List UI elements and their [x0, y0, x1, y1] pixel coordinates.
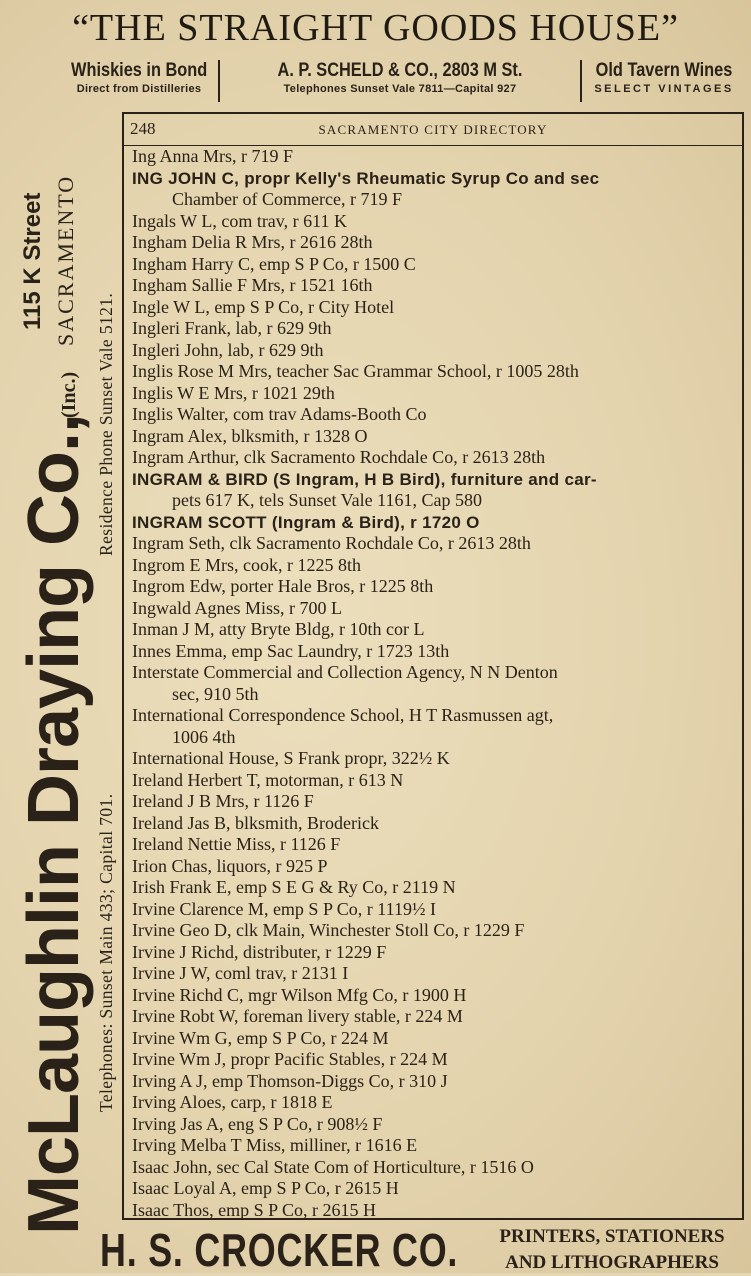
running-head: SACRAMENTO CITY DIRECTORY: [318, 122, 548, 137]
entry-continuation: 1006 4th: [172, 726, 236, 747]
entry-line: Ireland Herbert T, motorman, r 613 N: [132, 769, 404, 790]
directory-entry: [132, 985, 732, 1007]
entry-line: Irion Chas, liquors, r 925 P: [132, 855, 328, 876]
entry-line: International House, S Frank propr, 322½ K: [132, 748, 450, 768]
draying-telephones: Telephones: Sunset Main 433; Capital 701.: [96, 793, 116, 1112]
entry-line: Inglis Walter, com trav Adams-Booth Co: [132, 404, 427, 424]
directory-entry: [132, 361, 732, 383]
directory-entry: [132, 1135, 732, 1157]
directory-entry: [132, 1006, 732, 1028]
directory-entry: [132, 705, 732, 748]
directory-entry: [132, 1114, 732, 1136]
directory-entry: [132, 211, 732, 233]
whiskies-subline: Direct from Distilleries: [76, 83, 202, 95]
draying-city: SACRAMENTO: [53, 174, 78, 346]
entry-line: Ireland Nettie Miss, r 1126 F: [132, 834, 341, 854]
top-headline: “THE STRAIGHT GOODS HOUSE”: [72, 7, 679, 49]
entry-line: Ingham Harry C, emp S P Co, r 1500 C: [132, 253, 416, 274]
entry-line: Isaac John, sec Cal State Com of Horticulture, r 1516 O: [132, 1156, 534, 1177]
entry-line: Ireland J B Mrs, r 1126 F: [132, 791, 314, 811]
crocker-services-line1: PRINTERS, STATIONERS: [499, 1226, 725, 1247]
draying-street: 115 K Street: [19, 192, 46, 330]
directory-entry: [132, 834, 732, 856]
directory-entry: [132, 942, 732, 964]
entry-line: Ing Anna Mrs, r 719 F: [132, 146, 293, 166]
directory-entry: [132, 576, 732, 598]
directory-entry: [132, 856, 732, 878]
directory-frame: [122, 112, 744, 1220]
entry-line: Ingham Sallie F Mrs, r 1521 16th: [132, 275, 373, 295]
directory-entry: [132, 920, 732, 942]
top-center-ad: [220, 60, 582, 102]
entry-line: Irving Aloes, carp, r 1818 E: [132, 1092, 333, 1112]
entry-line: Inman J M, atty Bryte Bldg, r 10th cor L: [132, 619, 425, 639]
entry-line: Isaac Loyal A, emp S P Co, r 2615 H: [132, 1178, 399, 1198]
wines-heading: Old Tavern Wines: [595, 60, 733, 81]
entry-line: Irvine Richd C, mgr Wilson Mfg Co, r 1900 H: [132, 984, 467, 1005]
directory-entry: [132, 297, 732, 319]
entry-line: Innes Emma, emp Sac Laundry, r 1723 13th: [132, 640, 450, 661]
entry-continuation: sec, 910 5th: [172, 683, 259, 704]
entry-line: INGRAM & BIRD (S Ingram, H B Bird), furniture and car-: [132, 469, 597, 489]
directory-entry: [132, 254, 732, 276]
crocker-name: H. S. CROCKER CO.: [100, 1224, 459, 1276]
entry-line: Ingrom E Mrs, cook, r 1225 8th: [132, 554, 361, 575]
directory-entry: [132, 512, 732, 534]
entry-line: Irvine J W, coml trav, r 2131 I: [132, 963, 349, 983]
directory-entry: [132, 469, 732, 512]
entry-line: Inglis Rose M Mrs, teacher Sac Grammar School, r 1005 28th: [132, 361, 579, 381]
crocker-services-line2: AND LITHOGRAPHERS: [505, 1252, 719, 1273]
entry-line: Irvine Robt W, foreman livery stable, r 224 M: [132, 1006, 463, 1026]
directory-entry: [132, 619, 732, 641]
directory-entry: [132, 383, 732, 405]
entry-line: Ingram Arthur, clk Sacramento Rochdale Co, r 2613 28th: [132, 447, 546, 467]
draying-company-name: McLaughlin Draying Co.,: [14, 413, 94, 1235]
entry-line: Ingrom Edw, porter Hale Bros, r 1225 8th: [132, 576, 434, 596]
entry-line: Ingram Seth, clk Sacramento Rochdale Co, r 2613 28th: [132, 533, 531, 553]
entry-line: Irvine Clarence M, emp S P Co, r 1119½ I: [132, 898, 436, 919]
entry-line: Interstate Commercial and Collection Agency, N N Denton: [132, 662, 558, 682]
draying-residence-phone: Residence Phone Sunset Vale 5121.: [96, 292, 116, 556]
entry-line: Ingleri John, lab, r 629 9th: [132, 339, 324, 360]
scheld-heading: A. P. SCHELD & CO., 2803 M St.: [277, 60, 523, 81]
directory-entry: [132, 1178, 732, 1200]
directory-entry: [132, 555, 732, 577]
directory-entry: [132, 1157, 732, 1179]
entry-line: Irving A J, emp Thomson-Diggs Co, r 310 J: [132, 1070, 448, 1091]
entry-line: Ingwald Agnes Miss, r 700 L: [132, 597, 342, 618]
directory-entry: [132, 791, 732, 813]
entry-line: Irvine Wm J, propr Pacific Stables, r 224 M: [132, 1049, 448, 1069]
page-header: [124, 114, 742, 146]
entry-line: Irving Jas A, eng S P Co, r 908½ F: [132, 1113, 383, 1134]
entry-line: Ireland Jas B, blksmith, Broderick: [132, 812, 379, 833]
entry-line: Ingleri Frank, lab, r 629 9th: [132, 318, 332, 338]
top-left-ad: [60, 60, 220, 102]
directory-entry: [132, 770, 732, 792]
entry-line: Irvine Wm G, emp S P Co, r 224 M: [132, 1027, 389, 1048]
directory-entry: [132, 146, 732, 168]
directory-entry: [132, 1092, 732, 1114]
entry-continuation: Chamber of Commerce, r 719 F: [172, 189, 402, 209]
directory-entry: [132, 1071, 732, 1093]
entry-line: Inglis W E Mrs, r 1021 29th: [132, 382, 335, 403]
page-number: 248: [130, 119, 156, 138]
directory-entry: [132, 168, 732, 211]
entry-line: Irvine Geo D, clk Main, Winchester Stoll Co, r 1229 F: [132, 920, 525, 940]
entry-line: Ingram Alex, blksmith, r 1328 O: [132, 425, 368, 446]
directory-entry: [132, 318, 732, 340]
directory-entry: [132, 877, 732, 899]
directory-entry: [132, 813, 732, 835]
directory-entry: [132, 899, 732, 921]
directory-entry: [132, 1049, 732, 1071]
directory-entry: [132, 426, 732, 448]
directory-entry: [132, 340, 732, 362]
top-right-ad: [584, 60, 744, 102]
directory-entry: [132, 1200, 732, 1222]
directory-entry: [132, 404, 732, 426]
directory-entry: [132, 447, 732, 469]
directory-entry: [132, 598, 732, 620]
directory-entry: [132, 641, 732, 663]
entry-line: Irvine J Richd, distributer, r 1229 F: [132, 941, 387, 962]
directory-entry: [132, 963, 732, 985]
entry-line: Ingham Delia R Mrs, r 2616 28th: [132, 232, 373, 252]
entry-line: Isaac Thos, emp S P Co, r 2615 H: [132, 1199, 376, 1220]
directory-entry: [132, 275, 732, 297]
entry-line: Irish Frank E, emp S E G & Ry Co, r 2119 N: [132, 877, 456, 897]
directory-entry: [132, 662, 732, 705]
entry-line: Ingals W L, com trav, r 611 K: [132, 210, 347, 231]
entry-line: International Correspondence School, H T Rasmussen agt,: [132, 705, 554, 725]
directory-entry: [132, 232, 732, 254]
draying-inc: (Inc.): [58, 371, 80, 418]
entry-line: Irving Melba T Miss, milliner, r 1616 E: [132, 1135, 418, 1155]
directory-entry: [132, 748, 732, 770]
entry-continuation: pets 617 K, tels Sunset Vale 1161, Cap 580: [172, 490, 482, 510]
directory-entry: [132, 1028, 732, 1050]
scheld-telephones: Telephones Sunset Vale 7811—Capital 927: [283, 83, 517, 95]
entry-line: Ingle W L, emp S P Co, r City Hotel: [132, 296, 395, 317]
entry-line: INGRAM SCOTT (Ingram & Bird), r 1720 O: [132, 512, 480, 532]
directory-entry: [132, 533, 732, 555]
wines-subline: SELECT VINTAGES: [594, 83, 734, 95]
entry-line: ING JOHN C, propr Kelly's Rheumatic Syrup Co and sec: [132, 168, 600, 188]
crocker-services: [478, 1224, 746, 1276]
directory-entries: [132, 146, 732, 1221]
whiskies-heading: Whiskies in Bond: [71, 60, 208, 81]
